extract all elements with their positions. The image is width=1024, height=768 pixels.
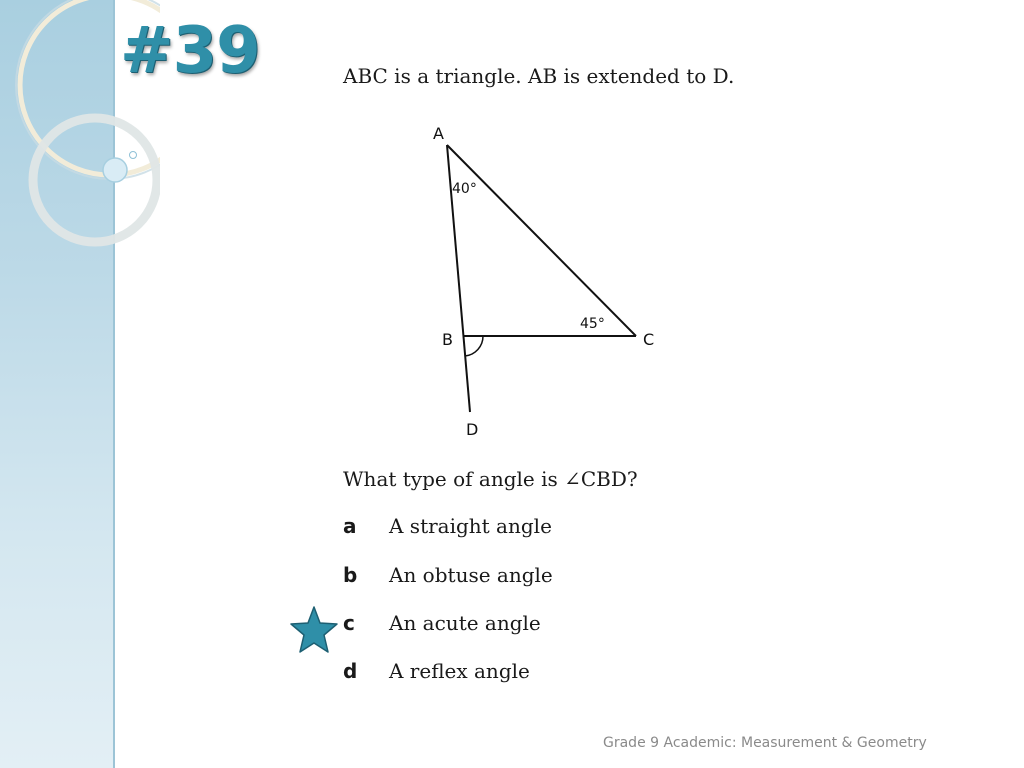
slide-footer: Grade 9 Academic: Measurement & Geometry xyxy=(603,735,927,751)
bubble-small xyxy=(130,152,137,159)
option-text: An obtuse angle xyxy=(389,563,553,587)
option-letter: b xyxy=(343,563,358,587)
triangle-diagram xyxy=(420,115,680,445)
vertex-label-b: B xyxy=(442,330,453,349)
option-letter: c xyxy=(343,611,355,635)
angle-arc-cbd xyxy=(465,336,483,356)
angle-label-c: 45° xyxy=(580,316,605,332)
angle-label-a: 40° xyxy=(452,181,477,197)
option-text: A reflex angle xyxy=(389,659,530,683)
star-icon xyxy=(289,605,339,655)
option-letter: a xyxy=(343,514,357,538)
slide-title: #39 xyxy=(120,14,260,88)
vertex-label-a: A xyxy=(433,124,444,143)
vertex-label-d: D xyxy=(466,420,479,439)
medium-ring xyxy=(33,118,157,242)
option-text: A straight angle xyxy=(389,514,552,538)
bubble-large xyxy=(103,158,127,182)
segment-ac xyxy=(447,145,636,336)
question-prompt: What type of angle is ∠CBD? xyxy=(343,467,638,491)
option-letter: d xyxy=(343,659,358,683)
vertex-label-c: C xyxy=(643,330,655,349)
question-stem: ABC is a triangle. AB is extended to D. xyxy=(343,64,735,88)
option-text: An acute angle xyxy=(389,611,541,635)
